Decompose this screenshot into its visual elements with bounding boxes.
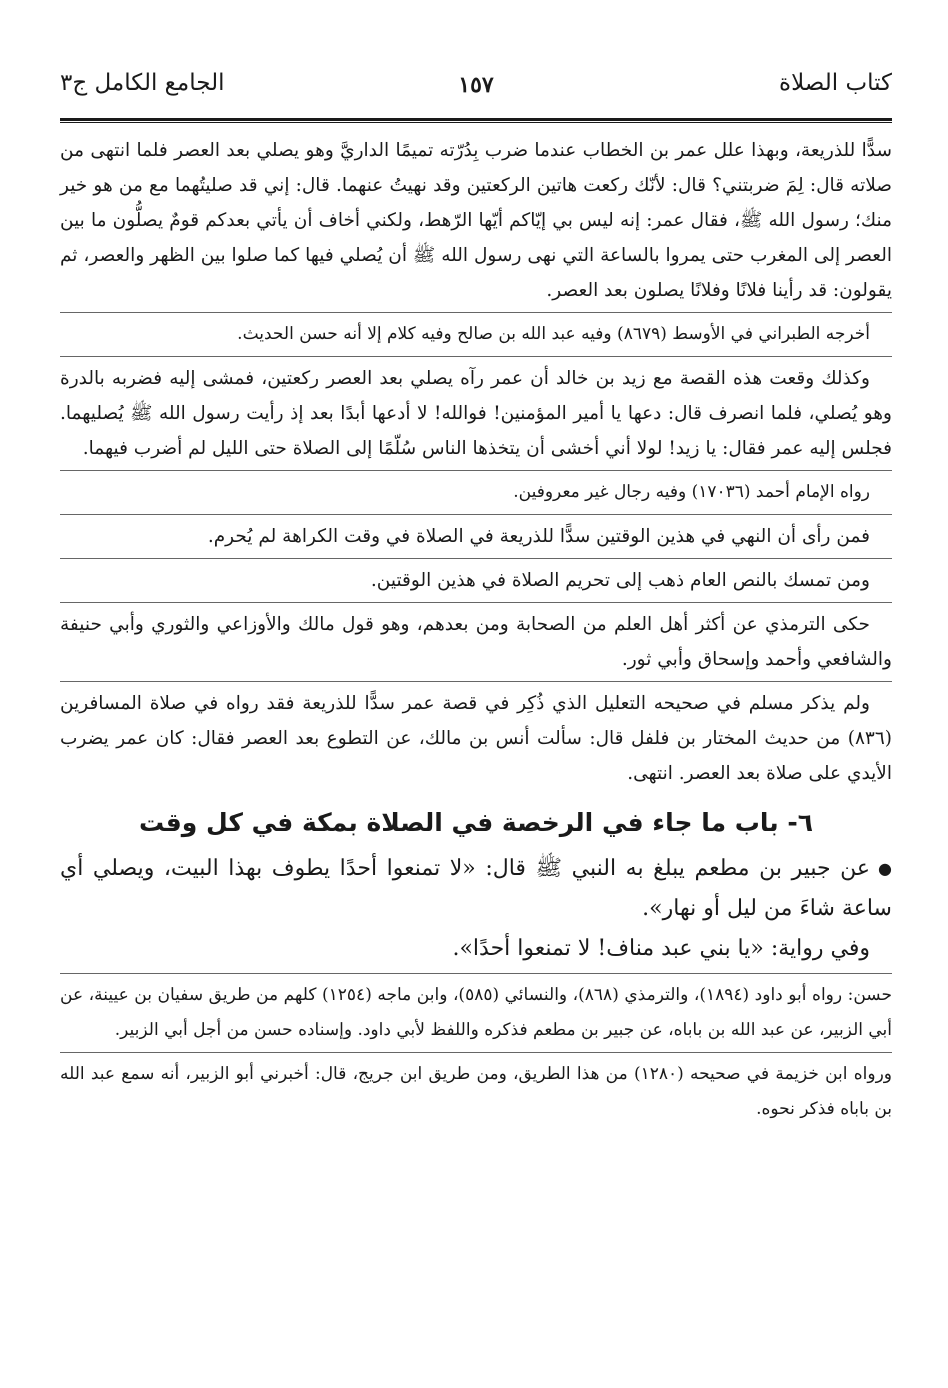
header-rule-thin <box>60 122 892 123</box>
hadith-text <box>60 849 892 929</box>
separator <box>60 1052 892 1053</box>
book-title: كتاب الصلاة <box>779 70 892 96</box>
book-page <box>60 60 892 1360</box>
page-number: ١٥٧ <box>458 72 494 98</box>
paragraph-zayd-ibn-khalid: وكذلك وقعت هذه القصة مع زيد بن خالد أن عمر رآه يصلي بعد العصر ركعتين، فمشى إليه فضربه بالدرة وهو يُصلي، فلما انصرف قال: دعها يا أمير المؤمنين! فوالله! لا أدعها أبدًا بعد إذ رأيت رسول الله ﷺ يُصليهما. فجلس إليه عمر فقال: يا زيد! لولا أني أخشى أن يتخذها الناس سُلّمًا إلى الصلاة حتى الليل لم أضرب فيهما. <box>60 368 892 459</box>
paragraph-tirmidhi: حكى الترمذي عن أكثر أهل العلم من الصحابة ومن بعدهم، وهو قول مالك والأوزاعي والثوري وأبي حنيفة والشافعي وأحمد وإسحاق وأبي ثور. <box>60 614 892 670</box>
paragraph-umar-tamim: سدًّا للذريعة، وبهذا علل عمر بن الخطاب عندما ضرب بِدُرّته تميمًا الداريَّ وهو يصلي بعد العصر فلما انتهى من صلاته قال: لِمَ ضربتني؟ قال: لأنّك ركعت هاتين الركعتين وقد نهيتُ عنهما. قال: إني قد صليتُهما مع من هو خير منك؛ رسول الله ﷺ، فقال عمر: إنه ليس بي إيّاكم أيّها الرّهط، ولكني أخاف أن يأتي بعدكم قومٌ يصلُّون ما بين العصر إلى المغرب حتى يمروا بالساعة التي نهى رسول الله ﷺ أن يُصلي فيها كما صلوا بين الظهر والعصر، ثم يقولون: قد رأينا فلانًا وفلانًا يصلون بعد العصر. <box>60 140 892 301</box>
takhrij-ibn-khuzaymah: ورواه ابن خزيمة في صحيحه (١٢٨٠) من هذا الطريق، ومن طريق ابن جريج، قال: أخبرني أبو الزبير، أنه سمع عبد الله بن باباه فذكر نحوه. <box>60 1064 892 1119</box>
running-header <box>60 60 892 118</box>
hadith-variant: وفي رواية: «يا بني عبد مناف! لا تمنعوا أحدًا». <box>452 936 870 961</box>
separator <box>60 312 892 313</box>
takhrij-ahmad: رواه الإمام أحمد (١٧٠٣٦) وفيه رجال غير معروفين. <box>513 482 870 502</box>
paragraph-muslim: ولم يذكر مسلم في صحيحه التعليل الذي ذُكِر في قصة عمر سدًّا للذريعة فقد رواه في صلاة المسافرين (٨٣٦) من حديث المختار بن فلفل قال: سألت أنس بن مالك، عن التطوع بعد العصر فقال: كان عمر يضرب الأيدي على صلاة بعد العصر. انتهى. <box>60 693 892 784</box>
takhrij-sunan: حسن: رواه أبو داود (١٨٩٤)، والترمذي (٨٦٨)، والنسائي (٥٨٥)، وابن ماجه (١٢٥٤) كلهم من طريق سفيان بن عيينة، عن أبي الزبير، عن عبد الله بن باباه، عن جبير بن مطعم فذكره واللفظ لأبي داود. وإسناده حسن من أجل أبي الزبير. <box>60 985 892 1040</box>
separator <box>60 681 892 682</box>
main-text <box>60 133 892 1127</box>
paragraph-tahrim-view: ومن تمسك بالنص العام ذهب إلى تحريم الصلاة في هذين الوقتين. <box>370 570 870 591</box>
separator <box>60 470 892 471</box>
separator <box>60 602 892 603</box>
hadith-body: عن جبير بن مطعم يبلغ به النبي ﷺ قال: «لا تمنعوا أحدًا يطوف بهذا البيت، ويصلي أي ساعة شاءَ من ليل أو نهار». <box>60 856 892 921</box>
separator <box>60 973 892 974</box>
separator <box>60 356 892 357</box>
header-rule <box>60 118 892 121</box>
takhrij-tabarani: أخرجه الطبراني في الأوسط (٨٦٧٩) وفيه عبد الله بن صالح وفيه كلام إلا أنه حسن الحديث. <box>237 324 870 344</box>
bullet-icon: ● <box>878 859 892 878</box>
paragraph-makruh-view: فمن رأى أن النهي في هذين الوقتين سدًّا للذريعة في الصلاة في وقت الكراهة لم يُحرم. <box>207 526 870 547</box>
separator <box>60 558 892 559</box>
volume-title: الجامع الكامل ج٣ <box>60 70 225 96</box>
chapter-heading: ٦- باب ما جاء في الرخصة في الصلاة بمكة في كل وقت <box>138 808 814 837</box>
separator <box>60 514 892 515</box>
